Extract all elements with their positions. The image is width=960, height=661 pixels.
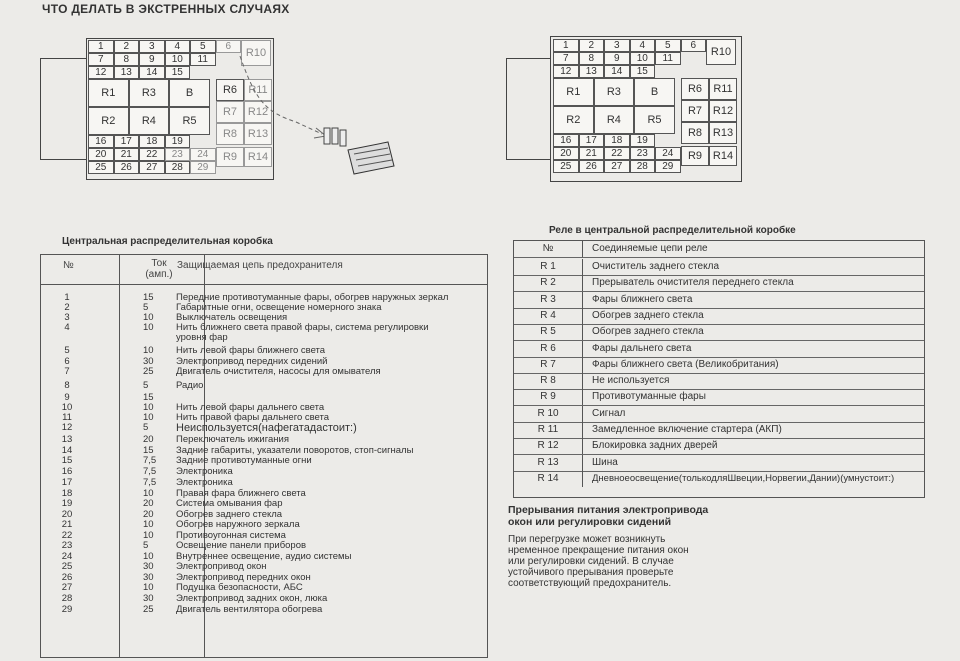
fuse-circuit: Задние противотуманные огни [176,455,312,466]
fuse-cell-26: 26 [114,161,140,174]
fuse-cell-13: 13 [114,66,140,79]
fuse-cell-r12: R12 [244,101,272,123]
fuse-cell-24: 24 [190,148,216,161]
relay-circuit: Шина [592,456,618,468]
fuse-header-num: № [63,260,74,271]
relay-num: R 14 [514,471,583,487]
fuse-cell-11: 11 [655,52,681,65]
fuse-amp: 5 [143,540,149,551]
relay-circuit: Прерыватель очистителя переднего стекла [592,277,794,289]
fuse-cell-r7: R7 [681,100,709,122]
fuse-cell-15: 15 [630,65,656,78]
fuse-amp: 20 [143,498,154,509]
fuse-cell-28: 28 [165,161,191,174]
fuse-cell-29: 29 [190,161,216,174]
fuse-cell-10: 10 [630,52,656,65]
fuse-cell-r5: R5 [634,106,675,134]
fuse-cell-r4: R4 [129,107,170,135]
fuse-num: 22 [61,530,73,541]
relay-num: R 3 [514,292,583,308]
fuse-cell-r11: R11 [709,78,737,100]
relay-row [514,357,924,374]
relay-row [514,406,924,423]
fuse-cell-r12: R12 [709,100,737,122]
note-line: При перегрузке может возникнуть [508,534,666,545]
fuse-cell-3: 3 [604,39,630,52]
fuse-cell-21: 21 [579,147,605,160]
fuse-num: 28 [61,593,73,604]
fuse-cell-23: 23 [165,148,191,161]
fuse-amp: 30 [143,356,154,367]
fuse-num: 11 [62,412,72,423]
fuse-amp: 10 [143,488,154,499]
fuse-amp: 10 [143,519,154,530]
fuse-cell-11: 11 [190,53,216,66]
fuse-num: 18 [61,488,73,499]
relay-circuit: Не используется [592,375,670,387]
fuse-cell-15: 15 [165,66,191,79]
fuse-num: 9 [64,392,70,403]
fuse-cell-22: 22 [604,147,630,160]
relay-row [514,471,924,487]
relay-header-row [514,241,924,258]
relay-circuit: Сигнал [592,407,626,419]
fuse-circuit: Противоугонная система [176,530,286,541]
relay-num: R 2 [514,275,583,291]
relay-row [514,324,924,341]
relay-num: R 4 [514,308,583,324]
note-text [508,534,708,589]
fuse-amp: 20 [143,509,154,520]
fuse-amp: 25 [143,604,154,615]
relay-circuit: Замедленное включение стартера (АКП) [592,424,782,435]
fuse-cell-r3: R3 [594,78,635,106]
fuse-cell-27: 27 [139,161,165,174]
fuse-puller-icon [348,142,394,174]
relay-num: R 5 [514,324,583,340]
fuse-amp: 30 [143,593,154,604]
fuse-cell-r3: R3 [129,79,170,107]
fuse-amp: 7,5 [143,477,157,488]
fuse-pull-arrow [226,42,406,192]
fuse-cell-r14: R14 [244,147,272,167]
fuse-cell-5: 5 [190,40,216,53]
fuse-amp: 10 [143,402,154,413]
fuse-cell-r10: R10 [241,40,271,66]
fuse-cell-21: 21 [114,148,140,161]
fuse-amp: 10 [143,530,154,541]
fuse-cell-2: 2 [579,39,605,52]
fuse-cell-7: 7 [88,53,114,66]
relay-num: R 1 [514,259,583,275]
fuse-cell-r5: R5 [169,107,210,135]
fuse-cell-r11: R11 [244,79,272,101]
fuse-num: 1 [64,292,70,303]
fuse-cell-26: 26 [579,160,605,173]
fuse-circuit: Электроника [176,466,233,477]
fuse-num: 16 [61,466,73,477]
note-line: соответствующий предохранитель. [508,578,672,589]
relay-circuit: Фары ближнего света [592,293,693,305]
relay-circuit: Обогрев заднего стекла [592,326,704,338]
fuse-circuit: Переключатель ижигания [176,434,289,445]
relay-row [514,389,924,406]
fuse-cell-r9: R9 [681,146,709,166]
fuse-table [40,254,488,658]
fuse-cell-20: 20 [553,147,579,160]
fuse-cell-20: 20 [88,148,114,161]
relay-num: R 8 [514,373,583,389]
fuse-cell-r8: R8 [216,123,244,145]
fuse-cell-16: 16 [553,134,579,147]
fuse-num: 17 [61,477,73,488]
fuse-num: 10 [61,402,73,413]
fuse-circuit: уровня фар [176,332,228,343]
fuse-cell-19: 19 [165,135,191,148]
fuse-cell-9: 9 [604,52,630,65]
relay-header-circuit: Соединяемые цепи реле [592,243,708,254]
fuse-amp: 10 [143,312,154,323]
fuse-circuit: Электропривод задних окон, люка [176,593,328,604]
fuse-num: 3 [64,312,70,323]
fuse-cell-r2: R2 [88,107,129,135]
fuse-num: 20 [61,509,73,520]
fuse-cell-9: 9 [139,53,165,66]
relay-table [513,240,925,498]
fuse-cell-10: 10 [165,53,191,66]
fuse-num: 29 [61,604,73,615]
fuse-amp: 30 [143,572,154,583]
fuse-amp: 10 [143,412,154,423]
relay-num: R 10 [514,406,583,422]
fuse-cell-r6: R6 [681,78,709,100]
fuse-circuit: Освещение панели приборов [176,540,307,551]
fuse-circuit: Электропривод передних окон [176,572,311,583]
relay-num: R 6 [514,341,583,357]
fuse-circuit: Неиспользуется(нафегатадастоит:) [176,422,357,434]
fuse-amp: 20 [143,434,154,445]
fuse-amp: 10 [143,582,154,593]
fuse-cell-19: 19 [630,134,656,147]
fuse-cell-25: 25 [88,161,114,174]
fuse-amp: 30 [143,561,154,572]
fuse-num: 5 [64,345,70,356]
fuse-cell-r14: R14 [709,146,737,166]
fuse-circuit: Нить левой фары ближнего света [176,345,326,356]
fuse-cell-7: 7 [553,52,579,65]
fuse-cell-1: 1 [88,40,114,53]
relay-row [514,373,924,390]
fuse-cell-17: 17 [579,134,605,147]
fuse-cell-18: 18 [139,135,165,148]
fuse-circuit: Задние габариты, указатели поворотов, стоп-сигналы [176,445,414,456]
fuse-amp: 5 [143,422,149,433]
fuse-cell-3: 3 [139,40,165,53]
fuse-cell-22: 22 [139,148,165,161]
relay-num: R 9 [514,389,583,405]
relay-row [514,275,924,292]
fuse-icon [324,128,346,146]
fuse-cell-24: 24 [655,147,681,160]
fuse-num: 24 [61,551,73,562]
fuse-circuit: Выключатель освещения [176,312,288,323]
fuse-cell-4: 4 [165,40,191,53]
fuse-cell-6: 6 [216,40,242,53]
fuse-circuit: Обогрев заднего стекла [176,509,283,520]
fuse-circuit: Обогрев наружного зеркала [176,519,300,530]
fuse-cell-r7: R7 [216,101,244,123]
fuse-cell-r4: R4 [594,106,635,134]
fuse-num: 8 [64,380,70,391]
fuse-cell-18: 18 [604,134,630,147]
fuse-cell-r10: R10 [706,39,736,65]
note-line: нременное прекращение питания окон [508,545,689,556]
fuse-num: 4 [64,322,70,333]
fuse-num: 21 [61,519,73,530]
relay-row [514,455,924,472]
note-line: устойчивого прерывания проверьте [508,567,674,578]
fuse-amp: 7,5 [143,455,157,466]
fuse-num: 6 [64,356,70,367]
fuse-circuit: Двигатель очистителя, насосы для омывателя [176,366,381,377]
relay-row [514,438,924,455]
relay-num: R 7 [514,357,583,373]
relay-row [514,292,924,309]
fuse-amp: 10 [143,322,154,333]
fuse-cell-1: 1 [553,39,579,52]
fuse-cell-r2: R2 [553,106,594,134]
relay-circuit: Блокировка задних дверей [592,440,718,452]
relay-row [514,308,924,325]
fuse-cell-2: 2 [114,40,140,53]
fuse-num: 19 [61,498,73,509]
fuse-cell-5: 5 [655,39,681,52]
fuse-cell-25: 25 [553,160,579,173]
fuse-circuit: Двигатель вентилятора обогрева [176,604,323,615]
fuse-cell-r13: R13 [244,123,272,145]
fuse-amp: 7,5 [143,466,157,477]
fuse-circuit: Радио [176,380,204,391]
note-title: Прерывания питания электропривода окон или регулировки сидений [508,504,709,528]
fuse-circuit: Нить ближнего света правой фары, система регулировки [176,322,429,333]
fuse-num: 2 [64,302,70,313]
relay-row [514,341,924,358]
fuse-cell-r13: R13 [709,122,737,144]
fuse-cell-r1: R1 [553,78,594,106]
fuse-cell-4: 4 [630,39,656,52]
fuse-circuit: Правая фара ближнего света [176,488,306,499]
fuse-amp: 10 [143,551,154,562]
fuse-cell-8: 8 [114,53,140,66]
fuse-circuit: Внутреннее освещение, аудио системы [176,551,352,562]
fuse-amp: 25 [143,366,154,377]
fuse-cell-b: B [169,79,210,107]
fuse-amp: 15 [143,445,154,456]
fuse-amp: 10 [143,345,154,356]
note-line: или регулировки сидений. В случае [508,556,674,567]
fuse-circuit: Электропривод окон [176,561,267,572]
fuse-circuit: Подушка безопасности, АБС [176,582,303,593]
fuse-cell-14: 14 [139,66,165,79]
fuse-amp: 5 [143,302,149,313]
fuse-amp: 15 [143,392,154,403]
fuse-circuit: Электропривод передних сидений [176,356,328,367]
fuse-num: 13 [61,434,73,445]
relay-num: R 13 [514,455,583,471]
fuse-cell-6: 6 [681,39,707,52]
page-title: ЧТО ДЕЛАТЬ В ЭКСТРЕННЫХ СЛУЧАЯХ [42,2,290,16]
fuse-cell-17: 17 [114,135,140,148]
relay-circuit: Фары дальнего света [592,342,692,354]
fuse-cell-r6: R6 [216,79,244,101]
relay-row [514,422,924,439]
fuse-cell-23: 23 [630,147,656,160]
relay-circuit: Противотуманные фары [592,391,706,403]
fuse-cell-29: 29 [655,160,681,173]
fuse-cell-r9: R9 [216,147,244,167]
fuse-circuit: Электроника [176,477,233,488]
relay-row [514,259,924,276]
fuse-cell-14: 14 [604,65,630,78]
relay-circuit: Дневноеосвещение(толькодляШвеции,Норвегии,Дании)(умнустоит:) [592,472,895,484]
fuse-num: 27 [61,582,73,593]
relay-table-title: Реле в центральной распределительной коробке [549,225,796,236]
fuse-cell-13: 13 [579,65,605,78]
relay-circuit: Очиститель заднего стекла [592,261,720,272]
fuse-num: 23 [61,540,73,551]
fuse-cell-28: 28 [630,160,656,173]
fuse-circuit: Нить левой фары дальнего света [176,402,325,413]
fuse-cell-12: 12 [553,65,579,78]
fuse-header-circuit: Защищаемая цепь предохранителя [177,260,343,271]
fuse-table-title: Центральная распределительная коробка [62,236,273,247]
fuse-amp: 5 [143,380,149,391]
fuse-cell-r8: R8 [681,122,709,144]
fuse-circuit: Передние противотуманные фары, обогрев наружных зеркал [176,292,449,303]
fuse-num: 14 [61,445,73,456]
fuse-header-amp: Ток (амп.) [145,258,173,280]
fuse-num: 26 [61,572,73,583]
fuse-circuit: Габаритные огни, освещение номерного знака [176,302,382,313]
fuse-cell-16: 16 [88,135,114,148]
fuse-cell-r1: R1 [88,79,129,107]
fuse-num: 15 [61,455,73,466]
relay-num: R 12 [514,438,583,454]
relay-num: R 11 [514,422,583,438]
fuse-amp: 15 [143,292,154,303]
fuse-cell-12: 12 [88,66,114,79]
fuse-cell-b: B [634,78,675,106]
fuse-circuit: Система омывания фар [176,498,283,509]
fuse-num: 12 [61,422,73,433]
fuse-circuit: Нить правой фары дальнего света [176,412,330,423]
fuse-cell-8: 8 [579,52,605,65]
fuse-cell-27: 27 [604,160,630,173]
relay-circuit: Фары ближнего света (Великобритания) [592,358,779,370]
fuse-num: 7 [64,366,70,377]
relay-header-num: № [514,241,583,257]
relay-circuit: Обогрев заднего стекла [592,309,704,321]
fuse-num: 25 [61,561,73,572]
